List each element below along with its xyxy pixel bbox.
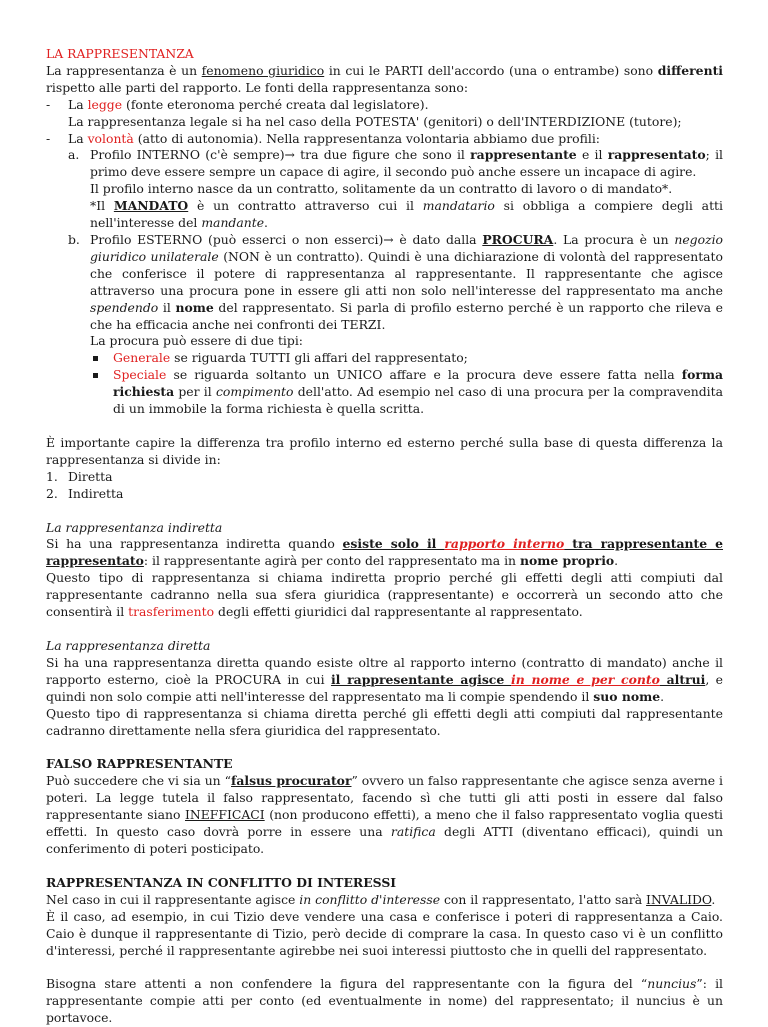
- list-item: 1. Diretta: [46, 468, 113, 484]
- conflitto-heading: RAPPRESENTANZA IN CONFLITTO DI INTERESSI: [46, 874, 397, 890]
- indiretta-paragraph: Si ha una rappresentanza indiretta quando esiste solo il rapporto interno tra rappresentante e rappresentato: il rappresentante agirà per conto del rappresentato ma in nome proprio.: [46, 536, 724, 569]
- falso-paragraph: Può succedere che vi sia un “falsus procurator” ovvero un falso rappresentante che agisce senza averne i poteri. La legge tutela il falso rappresentato, facendo sì che tutti gli atti posti in essere dal falso rappresentante siano INEFFICACI (non producono effetti), a meno che il falso rappresentato voglia questi effetti. In questo caso dovrà porre in essere una ratifica degli ATTI (diventano efficaci), quindi un conferimento di poteri posticipato.: [46, 773, 724, 856]
- nuncius-paragraph: Bisogna stare attenti a non confendere la figura del rappresentante con la figura del “nuncius”: il rappresentante compie atti per conto (ed eventualmente in nome) del rappresentato; il nuncius è un portavoce.: [46, 976, 724, 1026]
- conflitto-example-paragraph: È il caso, ad esempio, in cui Tizio deve vendere una casa e conferisce i poteri di rappresentanza a Caio. Caio è dunque il rappresentante di Tizio, però decide di comprare la casa. In questo caso vi è un conflitto d'interessi, perché il rappresentante agirebbe nei suoi interessi piuttosto che in quelli del rappresentato.: [46, 908, 723, 958]
- indiretta-heading: La rappresentanza indiretta: [46, 519, 223, 535]
- source-legge-item: - La legge (fonte eteronoma perché creata dal legislatore). La rappresentanza legale si ha nel caso della POTESTA' (genitori) o dell'INTERDIZIONE (tutore);: [46, 97, 723, 131]
- mandato-note: *Il MANDATO è un contratto attraverso cui il mandatario si obbliga a compiere degli atti nell'interesse del mandante.: [90, 198, 723, 231]
- source-volonta-item: - La volontà (atto di autonomia). Nella rappresentanza volontaria abbiamo due profili:: [46, 131, 723, 148]
- diretta-paragraph: Si ha una rappresentanza diretta quando esiste oltre al rapporto interno (contratto di mandato) anche il rapporto esterno, cioè la PROCURA in cui il rappresentante agisce in nome e per conto altrui, e quindi non solo compie atti nell'interesse del rappresentato ma li compie spendendo il suo nome.: [46, 654, 723, 704]
- page-title: LA RAPPRESENTANZA: [46, 46, 194, 61]
- list-item: 2. Indiretta: [46, 485, 124, 501]
- falso-heading: FALSO RAPPRESENTANTE: [46, 756, 233, 772]
- difference-paragraph: È importante capire la differenza tra profilo interno ed esterno perché sulla base di questa differenza la rappresentanza si divide in:: [46, 434, 723, 467]
- procura-generale-item: Generale se riguarda TUTTI gli affari del rappresentato;: [46, 350, 723, 367]
- procura-speciale-item: Speciale se riguarda soltanto un UNICO affare e la procura deve essere fatta nella forma richiesta per il compimento dell'atto. Ad esempio nel caso di una procura per la compravendita di un immobile la forma richiesta è quella scritta.: [46, 367, 723, 418]
- procura-types-intro: La procura può essere di due tipi:: [90, 333, 303, 349]
- indiretta-effects-paragraph: Questo tipo di rappresentanza si chiama indiretta proprio perché gli effetti degli atti compiuti dal rappresentante cadranno nella sua sfera giuridica (rappresentante) e occorrerà un secondo atto che consentirà il trasferimento degli effetti giuridici dal rappresentante al rappresentato.: [46, 570, 723, 620]
- square-bullet-icon: [93, 356, 98, 361]
- diretta-heading: La rappresentanza diretta: [46, 638, 211, 653]
- profile-interno-origin: Il profilo interno nasce da un contratto, solitamente da un contratto di lavoro o di mandato*.: [90, 181, 673, 197]
- conflitto-paragraph: Nel caso in cui il rappresentante agisce in conflitto d'interesse con il rappresentato, l'atto sarà INVALIDO.: [46, 891, 716, 907]
- profile-interno-item: a. Profilo INTERNO (c'è sempre)→ tra due figure che sono il rappresentante e il rappresentato; il primo deve essere sempre un capace di agire, il secondo può anche essere un incapace di agire.: [68, 147, 724, 180]
- intro-paragraph: La rappresentanza è un fenomeno giuridico in cui le PARTI dell'accordo (una o entrambe) sono differenti rispetto alle parti del rapporto. Le fonti della rappresentanza sono:: [46, 62, 724, 95]
- profile-esterno-item: b. Profilo ESTERNO (può esserci o non esserci)→ è dato dalla PROCURA. La procura è un negozio giuridico unilaterale (NON è un contratto). Quindi è una dichiarazione di volontà del rappresentato che conferisce il potere di rappresentanza al rappresentante. Il rappresentante che agisce attraverso una procura pone in essere gli atti non solo nell'interesse del rappresentato ma anche spendendo il nome del rappresentato. Si parla di profilo esterno perché è un rapporto che rileva e che ha efficacia anche nei confronti dei TERZI.: [68, 231, 724, 332]
- document-page: [46, 46, 723, 1027]
- diretta-effects-paragraph: Questo tipo di rappresentanza si chiama diretta perché gli effetti degli atti compiuti dal rappresentante cadranno direttamente nella sfera giuridica del rappresentato.: [46, 705, 723, 738]
- square-bullet-icon: [93, 373, 98, 378]
